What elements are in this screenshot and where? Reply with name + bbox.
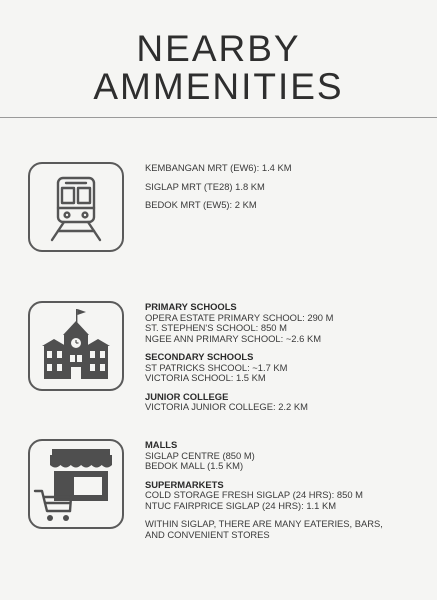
title-divider: [0, 117, 437, 118]
malls-heading: MALLS: [145, 439, 178, 450]
shop-cart-icon: [28, 439, 124, 529]
transport-list: [145, 163, 430, 211]
shop-cart-icon-graphic: [30, 441, 122, 527]
train-icon: [28, 162, 124, 252]
page-title: [0, 30, 437, 106]
school-item: OPERA ESTATE PRIMARY SCHOOL: 290 M: [145, 311, 334, 323]
mall-item: SIGLAP CENTRE (850 M): [145, 449, 255, 461]
page-title-line-2: AMMENITIES: [93, 66, 344, 107]
train-icon-graphic: [30, 164, 122, 250]
supermarket-item: COLD STORAGE FRESH SIGLAP (24 HRS): 850 M: [145, 489, 363, 500]
school-item: ST. STEPHEN'S SCHOOL: 850 M: [145, 322, 287, 333]
supermarkets-heading: SUPERMARKETS: [145, 478, 224, 490]
transport-item: BEDOK MRT (EW5): 2 KM: [145, 199, 257, 210]
school-item: NGEE ANN PRIMARY SCHOOL: ~2.6 KM: [145, 332, 322, 344]
school-item: ST PATRICKS SHCOOL: ~1.7 KM: [145, 361, 288, 373]
shopping-list: [145, 440, 430, 540]
primary-schools-heading: PRIMARY SCHOOLS: [145, 301, 237, 312]
schools-list: [145, 302, 430, 413]
shopping-note-line-1: WITHIN SIGLAP, THERE ARE MANY EATERIES, BARS,: [145, 518, 383, 529]
junior-college-heading: JUNIOR COLLEGE: [145, 390, 229, 402]
school-building-icon: [28, 301, 124, 391]
secondary-schools-heading: SECONDARY SCHOOLS: [145, 351, 254, 362]
transport-item: SIGLAP MRT (TE28) 1.8 KM: [145, 180, 265, 192]
school-item: VICTORIA JUNIOR COLLEGE: 2.2 KM: [145, 401, 308, 412]
transport-item: KEMBANGAN MRT (EW6): 1.4 KM: [145, 162, 292, 173]
supermarket-item: NTUC FAIRPRICE SIGLAP (24 HRS): 1.1 KM: [145, 499, 337, 511]
mall-item: BEDOK MALL (1.5 KM): [145, 460, 244, 471]
school-item: VICTORIA SCHOOL: 1.5 KM: [145, 372, 266, 383]
school-building-icon-graphic: [30, 303, 122, 389]
page-title-line-1: NEARBY: [136, 28, 301, 69]
shopping-note-line-2: AND CONVENIENT STORES: [145, 528, 270, 540]
